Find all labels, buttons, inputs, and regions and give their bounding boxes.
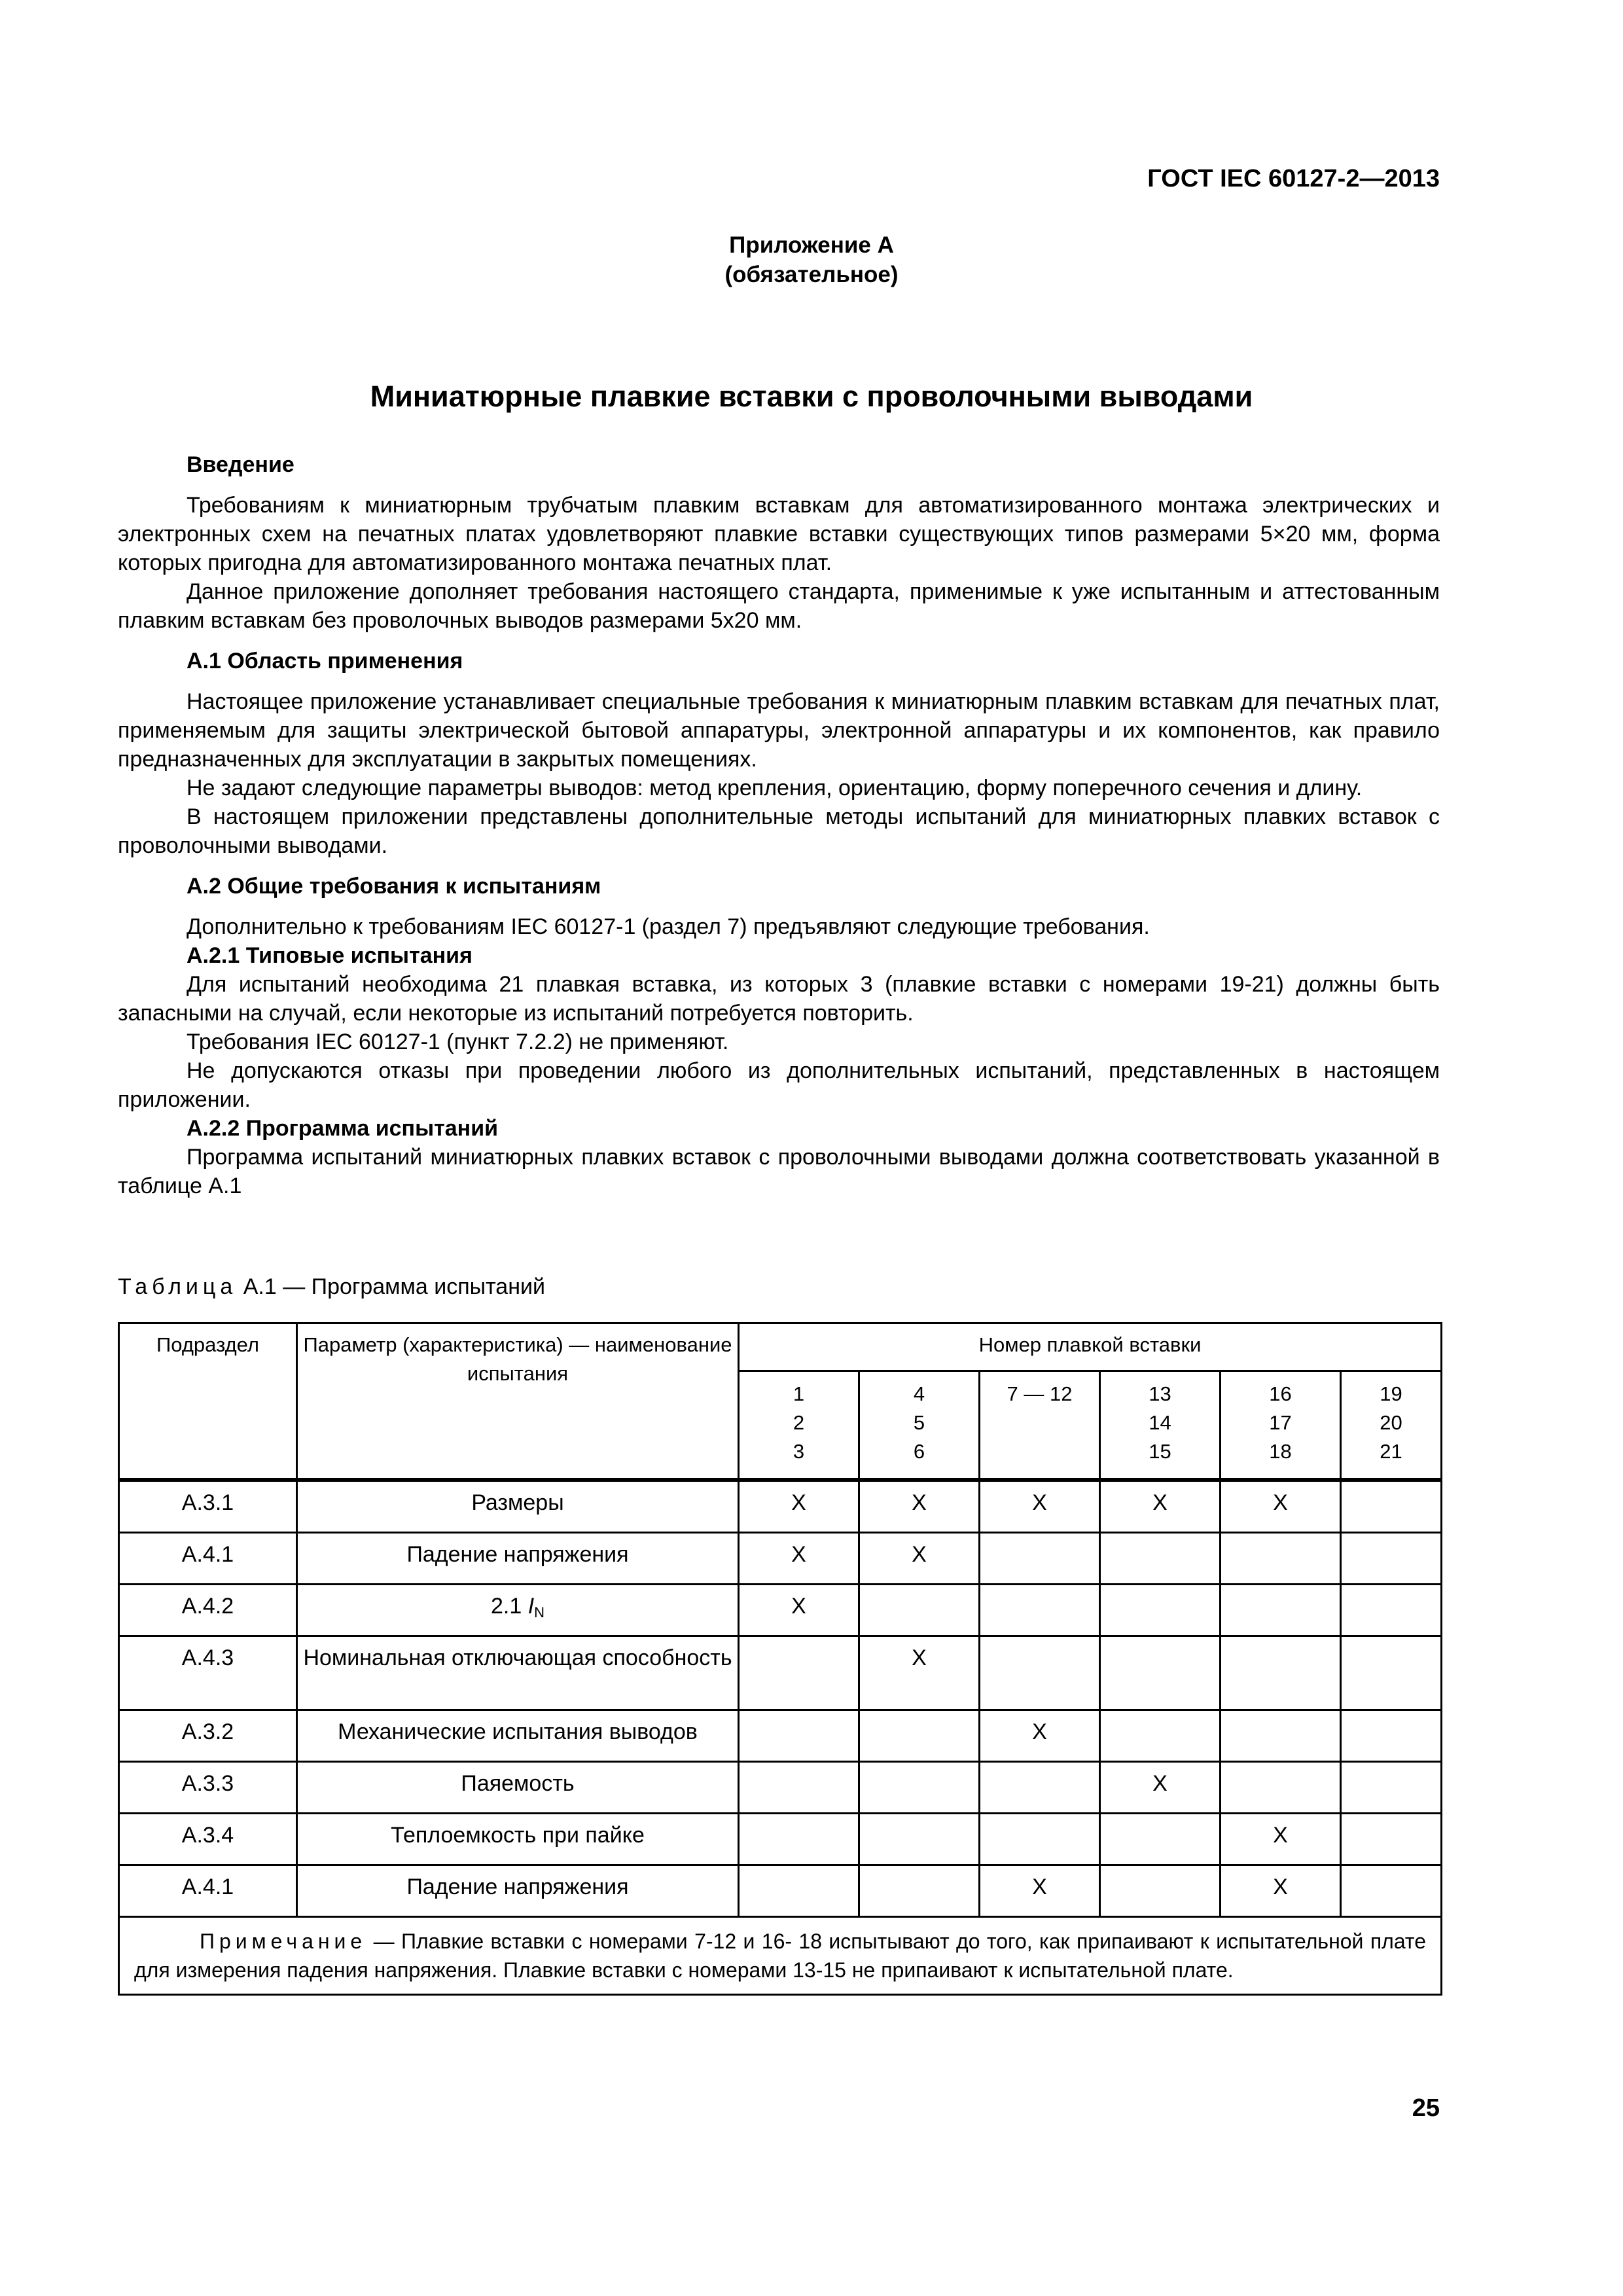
cell-test-mark (1100, 1533, 1221, 1585)
fuse-number: 15 (1149, 1440, 1171, 1463)
cell-parameter (297, 1585, 739, 1636)
cell-test-mark (980, 1585, 1100, 1636)
cell-subsection: А.3.3 (119, 1762, 297, 1814)
cell-test-mark: X (739, 1480, 859, 1533)
document-id: ГОСТ IEC 60127-2—2013 (1147, 165, 1440, 192)
cell-test-mark: X (1221, 1865, 1341, 1917)
cell-test-mark (1341, 1710, 1442, 1762)
cell-parameter: Номинальная отключающая способность (297, 1636, 739, 1710)
cell-test-mark: X (859, 1533, 980, 1585)
cell-subsection: А.3.2 (119, 1710, 297, 1762)
fuse-number: 1 (793, 1382, 805, 1405)
a1-paragraph-3: В настоящем приложении представлены дополнительные методы испытаний для миниатюрных плавких вставок с проволочными выводами. (118, 804, 1440, 858)
cell-test-mark (1341, 1585, 1442, 1636)
column-header-fuse-number: Номер плавкой вставки (739, 1323, 1442, 1371)
cell-test-mark (739, 1865, 859, 1917)
cell-test-mark (859, 1710, 980, 1762)
cell-test-mark (1100, 1865, 1221, 1917)
fuse-number: 21 (1380, 1440, 1402, 1463)
cell-test-mark (1100, 1814, 1221, 1865)
table-row (119, 1533, 1442, 1585)
table-note (119, 1917, 1442, 1995)
fuse-number: 18 (1269, 1440, 1292, 1463)
a1-paragraph-2: Не задают следующие параметры выводов: метод крепления, ориентацию, форму поперечного сечения и длину. (187, 776, 1363, 800)
cell-test-mark (859, 1865, 980, 1917)
cell-subsection: А.4.1 (119, 1533, 297, 1585)
table-caption-prefix: Таблица (118, 1274, 238, 1299)
cell-test-mark (1341, 1533, 1442, 1585)
annex-status: (обязательное) (724, 262, 899, 287)
cell-test-mark (1221, 1533, 1341, 1585)
page-number: 25 (1412, 2094, 1440, 2122)
cell-test-mark: X (1100, 1762, 1221, 1814)
column-header-parameter: Параметр (характеристика) — наименование испытания (297, 1323, 739, 1480)
cell-parameter: Падение напряжения (297, 1865, 739, 1917)
fuse-number: 17 (1269, 1411, 1292, 1434)
cell-subsection: А.4.1 (119, 1865, 297, 1917)
intro-heading: Введение (187, 452, 294, 477)
fuse-number: 7 — 12 (1007, 1382, 1073, 1405)
cell-test-mark: X (859, 1480, 980, 1533)
table-row (119, 1814, 1442, 1865)
cell-test-mark: X (1221, 1480, 1341, 1533)
table-caption (118, 1274, 545, 1300)
a2-heading: А.2 Общие требования к испытаниям (187, 874, 601, 899)
fuse-group-header (1341, 1371, 1442, 1480)
fuse-number: 3 (793, 1440, 805, 1463)
cell-test-mark (980, 1636, 1100, 1710)
a22-paragraph-1: Программа испытаний миниатюрных плавких вставок с проволочными выводами должна соответствовать указанной в таблице А.1 (118, 1145, 1440, 1198)
cell-test-mark: X (1100, 1480, 1221, 1533)
cell-test-mark (859, 1762, 980, 1814)
intro-paragraph-2: Данное приложение дополняет требования настоящего стандарта, применимые к уже испытанным и аттестованным плавким вставкам без проволочных выводов размерами 5х20 мм. (118, 579, 1440, 633)
table-row (119, 1480, 1442, 1533)
fuse-number: 2 (793, 1411, 805, 1434)
cell-test-mark: X (859, 1636, 980, 1710)
fuse-number: 19 (1380, 1382, 1402, 1405)
fuse-number: 20 (1380, 1411, 1402, 1434)
fuse-number: 5 (913, 1411, 925, 1434)
a21-paragraph-3: Не допускаются отказы при проведении любого из дополнительных испытаний, представленных в настоящем приложении. (118, 1058, 1440, 1112)
a1-paragraph-1: Настоящее приложение устанавливает специальные требования к миниатюрным плавким вставкам для печатных плат, применяемым для защиты электрической бытовой аппаратуры, электронной аппаратуры и их компонентов, как правило предназначенных для эксплуатации в закрытых помещениях. (118, 689, 1440, 772)
cell-test-mark (980, 1762, 1100, 1814)
cell-parameter-subscript: N (534, 1604, 545, 1621)
intro-paragraph-1: Требованиям к миниатюрным трубчатым плавким вставкам для автоматизированного монтажа электрических и электронных схем на печатных платах удовлетворяют плавкие вставки существующих типов размерами 5×20 мм, форма которых пригодна для автоматизированного монтажа печатных плат. (118, 493, 1440, 575)
table-row (119, 1636, 1442, 1710)
a21-paragraph-2: Требования IEC 60127-1 (пункт 7.2.2) не применяют. (187, 1030, 729, 1054)
fuse-number: 6 (913, 1440, 925, 1463)
a21-heading: А.2.1 Типовые испытания (187, 943, 473, 968)
cell-test-mark: X (980, 1480, 1100, 1533)
fuse-number: 13 (1149, 1382, 1171, 1405)
cell-test-mark: X (980, 1710, 1100, 1762)
cell-test-mark: X (739, 1585, 859, 1636)
fuse-group-header (980, 1371, 1100, 1480)
cell-test-mark (739, 1814, 859, 1865)
cell-subsection: А.3.4 (119, 1814, 297, 1865)
cell-test-mark (1221, 1762, 1341, 1814)
fuse-number: 16 (1269, 1382, 1292, 1405)
cell-subsection: А.4.3 (119, 1636, 297, 1710)
cell-parameter-symbol: I (527, 1594, 535, 1619)
cell-test-mark (1221, 1585, 1341, 1636)
cell-test-mark (1100, 1585, 1221, 1636)
table-note-text: — Плавкие вставки с номерами 7-12 и 16- 18 испытывают до того, как припаивают к испытательной плате для измерения падения напряжения. Плавкие вставки с номерами 13-15 не припаивают к испытательной плате. (134, 1929, 1427, 1982)
annex-label (0, 230, 1623, 289)
cell-parameter: Падение напряжения (297, 1533, 739, 1585)
a2-paragraph-1: Дополнительно к требованиям IEC 60127-1 (раздел 7) предъявляют следующие требования. (187, 914, 1150, 939)
table-row (119, 1710, 1442, 1762)
cell-subsection: А.4.2 (119, 1585, 297, 1636)
cell-test-mark (739, 1710, 859, 1762)
cell-parameter: Теплоемкость при пайке (297, 1814, 739, 1865)
table-row (119, 1762, 1442, 1814)
cell-test-mark (859, 1585, 980, 1636)
fuse-group-header (739, 1371, 859, 1480)
body-text (118, 450, 1440, 1200)
cell-test-mark (739, 1636, 859, 1710)
cell-test-mark: X (1221, 1814, 1341, 1865)
a22-heading: А.2.2 Программа испытаний (187, 1116, 499, 1141)
fuse-group-header (1100, 1371, 1221, 1480)
cell-test-mark (1341, 1865, 1442, 1917)
cell-test-mark (859, 1814, 980, 1865)
cell-test-mark (1341, 1762, 1442, 1814)
cell-parameter-text: 2.1 (490, 1594, 528, 1619)
cell-test-mark (739, 1762, 859, 1814)
fuse-group-header (1221, 1371, 1341, 1480)
cell-test-mark (1341, 1480, 1442, 1533)
table-note-label: Примечание (200, 1929, 367, 1953)
cell-test-mark (980, 1533, 1100, 1585)
cell-test-mark (1341, 1814, 1442, 1865)
a1-heading: А.1 Область применения (187, 649, 463, 673)
cell-parameter: Паяемость (297, 1762, 739, 1814)
table-row (119, 1585, 1442, 1636)
table-row (119, 1865, 1442, 1917)
column-header-subsection: Подраздел (119, 1323, 297, 1480)
cell-parameter: Механические испытания выводов (297, 1710, 739, 1762)
fuse-number: 14 (1149, 1411, 1171, 1434)
cell-test-mark (1221, 1710, 1341, 1762)
fuse-number: 4 (913, 1382, 925, 1405)
cell-test-mark (1221, 1636, 1341, 1710)
annex-title: Приложение А (729, 232, 894, 258)
cell-test-mark (1100, 1636, 1221, 1710)
a21-paragraph-1: Для испытаний необходима 21 плавкая вставка, из которых 3 (плавкие вставки с номерами 19-21) должны быть запасными на случай, если некоторые из испытаний потребуется повторить. (118, 972, 1440, 1026)
cell-test-mark (980, 1814, 1100, 1865)
cell-parameter: Размеры (297, 1480, 739, 1533)
cell-subsection: А.3.1 (119, 1480, 297, 1533)
fuse-group-header (859, 1371, 980, 1480)
cell-test-mark: X (739, 1533, 859, 1585)
test-program-table (118, 1322, 1442, 1996)
cell-test-mark: X (980, 1865, 1100, 1917)
page-title: Миниатюрные плавкие вставки с проволочными выводами (370, 380, 1253, 413)
cell-test-mark (1341, 1636, 1442, 1710)
table-caption-title: А.1 — Программа испытаний (237, 1274, 545, 1299)
cell-test-mark (1100, 1710, 1221, 1762)
